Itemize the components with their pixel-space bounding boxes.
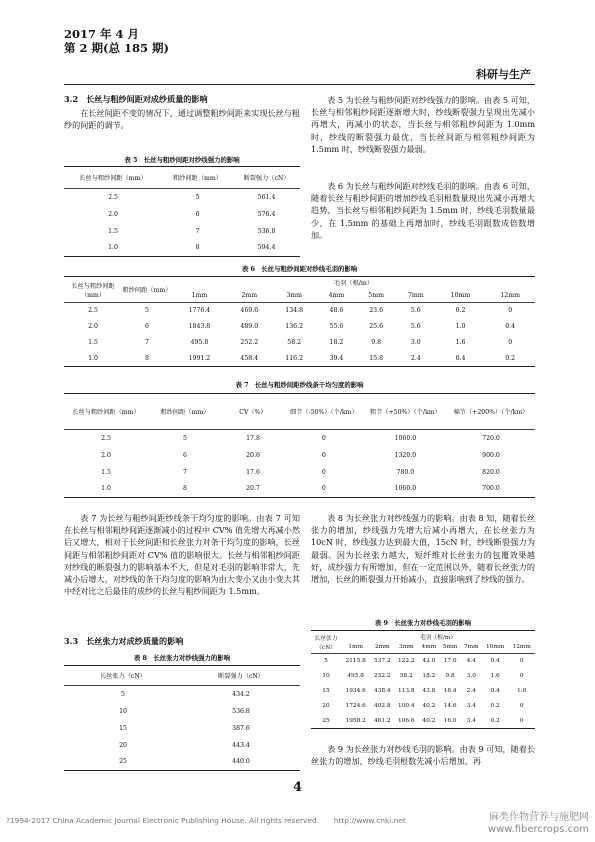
table-row: 1.0 8 594.4 xyxy=(64,240,300,257)
watermark-url: www.fibercrops.com xyxy=(487,824,589,835)
issue-number: 第 2 期(总 185 期) xyxy=(64,41,169,55)
table5-discussion: 表 5 为长丝与粗纱间距对纱线强力的影响。由表 5 可知，长丝与相邻粗纱间距逐渐增大时，纱线断裂强力呈现出先减小再增大，再减小的状态，当长丝与相邻粗纱间距为 1.0mm 时，纱线的断裂强力最优，当长丝间距与相邻粗纱间距为 1.5mm 时，纱线断裂强力最弱。 xyxy=(311,95,535,154)
table8 xyxy=(64,665,300,771)
table-row: 2.5 5 1776.4 469.6 134.8 48.6 23.6 5.6 0.2 0 xyxy=(88,307,513,315)
journal-name: 科研与生产 xyxy=(476,68,531,81)
copyright-footer: ?1994-2017 China Academic Journal Electronic Publishing House. All rights reserved. http://www.cnki.net xyxy=(6,816,406,825)
table-row: 10 536.8 xyxy=(119,707,250,715)
table6-header: 粗纱间距（mm） xyxy=(122,277,172,303)
table5 xyxy=(64,166,300,257)
table8-header: 长丝张力（cN） xyxy=(99,673,146,680)
table9: 长丝张力（cN） 毛羽（根/m） 1mm 2mm 3mm 4mm 5mm 7mm 10mm 12mm 5 2115.8 537.2 122.2 42.0 17.0 4.4 0.4 0 10 495.8 252.2 58.2 18.2 9.8 3.0 1.6 0 15 1934.6 438.4 113.8 43.8 18.4 2.4 0.4 1.0 20 1724.6 402.8 100.4 40.2 14.6 3.4 0.2 0 25 1958.2 461.2 106.6 40.2 16.0 3.4 0.2 0 xyxy=(311,630,535,729)
table-row: 1.0 8 20.7 0 1060.0 700.0 xyxy=(64,481,535,498)
table8-discussion: 表 8 为长丝张力对纱线强力的影响。由表 8 知，随着长丝张力的增加，纱线强力先增大后减小再增大，在长丝张力为 10cN 时，纱线强力达到最大值，15cN 时，纱线断裂强力为最弱。因为长丝张力越大，短纤维对长丝张力的包覆效果越好，成纱强力有所增加，但在一定范围以外，随着长丝张力的增加，长丝的断裂强力开始减小，直接影响到了纱线的强力。 xyxy=(311,513,535,585)
table9-header: 长丝张力（cN） xyxy=(311,631,341,654)
table8-header: 断裂强力（cN） xyxy=(217,673,264,680)
table8-caption: 表 8 长丝张力对纱线强力的影响 xyxy=(133,654,231,662)
table7-header: 细节（-50%）（个/km） xyxy=(289,409,358,416)
section-3-2-paragraph: 在长丝间距不变的情况下，通过调整粗纱间距来实现长丝与粗纱的间距的调节。 xyxy=(64,108,300,131)
table9-header: 毛羽（根/m） xyxy=(419,634,457,641)
watermark-title: 麻类作物营养与施肥网 xyxy=(489,812,589,823)
table7-discussion: 表 7 为长丝与粗纱间距纱线条干均匀度的影响。由表 7 可知在长丝与相邻粗纱间距逐渐减小的过程中 CV% 值先增大再减小然后又增大，相对于长丝间距和长丝张力对条干均匀度的影响，长丝间距与相邻粗纱间距对 CV% 值的影响很大。长丝与相邻粗纱间距对纱线的断裂强力的影响基本不大，但是对毛羽的影响非常大，先减小后增大，对纱线的条干均匀度的影响为由大变小又由小变大其中经对比之后最佳的成纱的长丝与粗纱间距为 1.5mm。 xyxy=(64,513,300,597)
table-row: 15 387.6 xyxy=(119,724,250,732)
header-rule xyxy=(64,84,535,85)
table-row: 1.5 7 536.8 xyxy=(108,227,276,235)
table-row: 5 2115.8 537.2 122.2 42.0 17.0 4.4 0.4 0 xyxy=(324,658,524,665)
page-number: 4 xyxy=(292,780,303,795)
table9-caption: 表 9 长丝张力对纱线毛羽的影响 xyxy=(374,619,472,627)
issue-date: 2017 年 4 月 xyxy=(64,27,140,41)
table-row: 1.5 7 17.6 0 780.0 820.0 xyxy=(101,468,500,476)
table-row: 1.0 8 1991.2 458.4 116.2 39.4 15.8 2.4 0.4 0.2 xyxy=(64,351,535,367)
table-row: 2.0 6 576.4 xyxy=(108,210,276,218)
table-row: 5 434.2 xyxy=(121,690,250,698)
table6-header: 长丝与粗纱间距（mm） xyxy=(64,277,122,303)
table-row: 2.0 6 1843.8 489.0 136.2 55.6 25.6 5.6 1.0 0.4 xyxy=(88,323,516,330)
table7-header: CV（%） xyxy=(239,409,267,416)
table7-header: 粗节（+50%）（个/km） xyxy=(369,409,441,416)
table7-header: 长丝与粗纱间距（mm） xyxy=(72,409,140,416)
table5-caption: 表 5 长丝与粗纱间距对纱线强力的影响 xyxy=(124,156,240,164)
table7 xyxy=(64,393,535,498)
table5-header: 长丝与粗纱间距（mm） xyxy=(79,175,147,182)
watermark xyxy=(488,812,589,836)
table-row: 10 495.8 252.2 58.2 18.2 9.8 3.0 1.6 0 xyxy=(322,673,524,679)
table-row: 20 443.4 xyxy=(119,741,250,749)
table7-caption: 表 7 长丝与粗纱间距纱线条干均匀度的影响 xyxy=(235,381,364,389)
table-row: 25 1958.2 461.2 106.6 40.2 16.0 3.4 0.2 0 xyxy=(311,714,535,729)
section-3-3-heading: 3.3 长丝张力对成纱质量的影响 xyxy=(64,636,184,646)
table6: 长丝与粗纱间距（mm） 粗纱间距（mm） 毛羽（根/m） 1mm 2mm 3mm 4mm 5mm 7mm 10mm 12mm 2.5 5 1776.4 469.6 134.8 48.6 23.6 5.6 0.2 0 2.0 6 1843.8 489.0 136.2 55.6 25.6 5.6 1.0 0.4 1.5 7 495.8 252.2 58.2 18.2 9.8 3.0 1.6 0 1.0 8 1991.2 458.4 116.2 39.4 15.8 2.4 0.4 0.2 xyxy=(64,276,535,367)
table6-discussion: 表 6 为长丝与粗纱间距对纱线毛羽的影响。由表 6 可知，随着长丝与粗纱间距的增加纱线毛羽根数量现出先减小再增大趋势，当长丝与相邻粗纱间距为 1.5mm 时，纱线毛羽数量最少，在 1.5mm 的基础上再增加时，纱线毛羽跟数成倍数增加。 xyxy=(311,181,535,240)
table-row: 2.5 5 17.8 0 1060.0 720.0 xyxy=(101,434,500,442)
table6-caption: 表 6 长丝与粗纱间距对纱线毛羽的影响 xyxy=(241,265,358,273)
table-row: 2.0 6 20.6 0 1320.0 900.0 xyxy=(101,451,500,459)
table5-header: 断裂强力（cN） xyxy=(243,175,290,182)
issue-info xyxy=(64,27,169,55)
table-row: 25 440.0 xyxy=(64,754,300,771)
table-row: 20 1724.6 402.8 100.4 40.2 14.6 3.4 0.2 0 xyxy=(322,703,524,709)
table-row: 15 1934.6 438.4 113.8 43.8 18.4 2.4 0.4 1.0 xyxy=(322,688,527,694)
section-3-2-heading: 3.2 长丝与粗纱间距对成纱质量的影响 xyxy=(64,94,208,104)
table6-header: 毛羽（根/m） xyxy=(334,280,373,288)
table-row: 1.5 7 495.8 252.2 58.2 18.2 9.8 3.0 1.6 0 xyxy=(88,339,513,346)
table5-header: 粗纱间距（mm） xyxy=(173,175,222,182)
table7-header: 粗纱间距（mm） xyxy=(160,409,210,416)
table9-discussion: 表 9 为长丝张力对纱线毛羽的影响。由表 9 可知，随着长丝张力的增加，纱线毛羽根数先减小后增加，再 xyxy=(311,744,535,767)
table7-header: 棉节（+200%）（个/km） xyxy=(453,409,529,416)
table-row: 2.5 5 561.4 xyxy=(108,193,276,201)
